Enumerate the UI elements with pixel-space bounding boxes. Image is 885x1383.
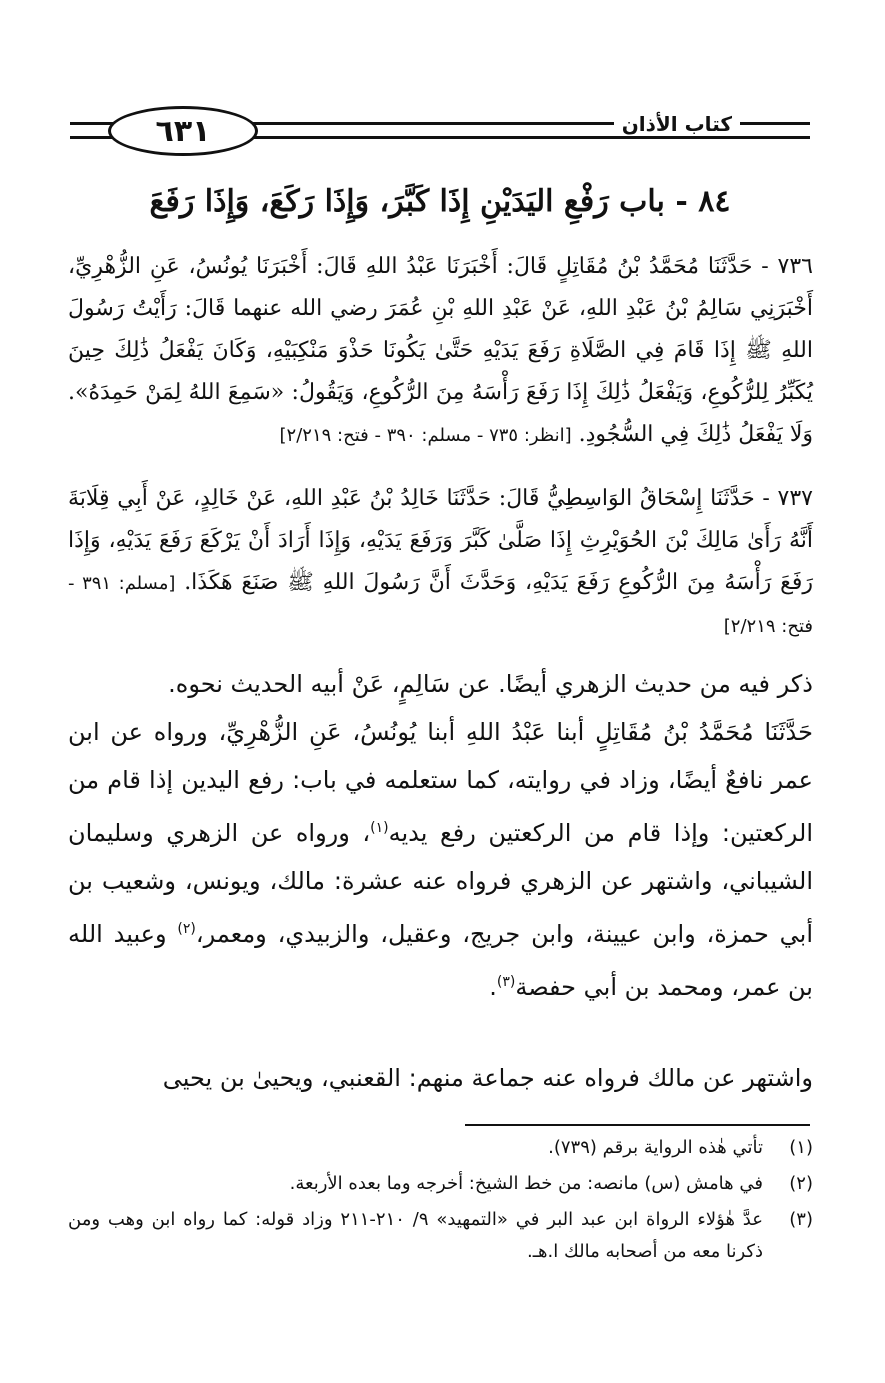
- footnote-text: في هامش (س) مانصه: من خط الشيخ: أخرجه وما بعده الأربعة.: [289, 1173, 763, 1194]
- hadith-736-ref: [انظر: ٧٣٥ - مسلم: ٣٩٠ - فتح: ٢/٢١٩]: [279, 425, 572, 446]
- footnote-ref-3[interactable]: (٣): [496, 974, 516, 990]
- footnote-item: [68, 1132, 813, 1164]
- commentary-text-a: حَدَّثَنَا مُحَمَّدُ بْنُ مُقَاتِلٍ أبنا عَبْدُ اللهِ أبنا يُونُسُ، عَنِ الزُّهْرِيِّ، ورواه عن ابن عمر نافعٌ أيضًا، وزاد في روايته، كما ستعلمه في باب: رفع اليدين إذا قام من الركعتين: وإذا قام من الركعتين رفع يديه: [68, 718, 814, 847]
- page-header: [70, 100, 810, 162]
- chapter-title: ٨٤ - باب رَفْعِ اليَدَيْنِ إِذَا كَبَّرَ، وَإِذَا رَكَعَ، وَإِذَا رَفَعَ: [149, 184, 731, 219]
- footnote-item: [68, 1204, 813, 1268]
- commentary-paragraph-2: [68, 708, 813, 1011]
- hadith-736-text: ٧٣٦ - حَدَّثَنَا مُحَمَّدُ بْنُ مُقَاتِلٍ قَالَ: أَخْبَرَنَا عَبْدُ اللهِ قَالَ: أَخْبَرَنَا يُونُسُ، عَنِ الزُّهْرِيِّ، أَخْبَرَنِي سَالِمُ بْنُ عَبْدِ اللهِ، عَنْ عَبْدِ اللهِ بْنِ عُمَرَ رضي الله عنهما قَالَ: رَأَيْتُ رَسُولَ اللهِ ﷺ إِذَا قَامَ فِي الصَّلَاةِ رَفَعَ يَدَيْهِ حَتَّىٰ يَكُونَا حَذْوَ مَنْكِبَيْهِ، وَكَانَ يَفْعَلُ ذَٰلِكَ حِينَ يُكَبِّرُ لِلرُّكُوعِ، وَيَفْعَلُ ذَٰلِكَ إِذَا رَفَعَ رَأْسَهُ مِنَ الرُّكُوعِ، وَيَقُولُ: «سَمِعَ اللهُ لِمَنْ حَمِدَهُ». وَلَا يَفْعَلُ ذَٰلِكَ فِي السُّجُودِ.: [68, 254, 813, 447]
- footnote-text: تأتي هٰذه الرواية برقم (٧٣٩).: [548, 1137, 763, 1158]
- footnote-number: (٣): [789, 1209, 813, 1230]
- footnote-ref-2[interactable]: (٢): [177, 921, 196, 937]
- footnotes-list: [68, 1132, 813, 1272]
- footnote-text: عدَّ هٰؤلاء الرواة ابن عبد البر في «التمهيد» ٩/ ٢١٠-٢١١ وزاد قوله: كما رواه ابن وهب ومن ذكرنا معه من أصحابه مالك ا.هـ.: [68, 1209, 763, 1262]
- commentary-text-c: وعبيد الله بن عمر، ومحمد بن أبي حفصة: [68, 920, 813, 1001]
- footnote-divider: [465, 1124, 810, 1126]
- hadith-736: [68, 246, 813, 457]
- page-number: ٦٣١: [108, 106, 258, 156]
- commentary-text-b: ، ورواه عن الزهري وسليمان الشيباني، واشتهر عن الزهري فرواه عنه عشرة: مالك، ويونس، وشعيب بن أبي حمزة، وابن عيينة، وابن جريج، وعقيل، والزبيدي، ومعمر،: [68, 819, 813, 948]
- footnote-number: (٢): [789, 1173, 813, 1194]
- commentary-paragraph-1: ذكر فيه من حديث الزهري أيضًا. عن سَالِمٍ، عَنْ أبيه الحديث نحوه.: [168, 670, 813, 698]
- book-title: كتاب الأذان: [614, 112, 740, 136]
- hadith-737: [68, 478, 813, 648]
- hadith-737-ref: [مسلم: ٣٩١ - فتح: ٢/٢١٩]: [68, 573, 813, 637]
- hadith-737-text: ٧٣٧ - حَدَّثَنَا إِسْحَاقُ الوَاسِطِيُّ قَالَ: حَدَّثَنَا خَالِدُ بْنُ عَبْدِ اللهِ، عَنْ خَالِدٍ، عَنْ أَبِي قِلَابَةَ أَنَّهُ رَأَىٰ مَالِكَ بْنَ الحُوَيْرِثِ إِذَا صَلَّىٰ كَبَّرَ وَرَفَعَ يَدَيْهِ، وَإِذَا أَرَادَ أَنْ يَرْكَعَ رَفَعَ يَدَيْهِ، وَإِذَا رَفَعَ رَأْسَهُ مِنَ الرُّكُوعِ رَفَعَ يَدَيْهِ، وَحَدَّثَ أَنَّ رَسُولَ اللهِ ﷺ صَنَعَ هَكَذَا.: [68, 486, 813, 595]
- commentary-text-d: .: [489, 973, 497, 1001]
- footnote-number: (١): [789, 1137, 813, 1158]
- commentary-paragraph-3: واشتهر عن مالك فرواه عنه جماعة منهم: القعنبي، ويحيىٰ بن يحيى: [162, 1064, 813, 1092]
- footnote-item: [68, 1168, 813, 1200]
- footnote-ref-1[interactable]: (١): [370, 820, 389, 836]
